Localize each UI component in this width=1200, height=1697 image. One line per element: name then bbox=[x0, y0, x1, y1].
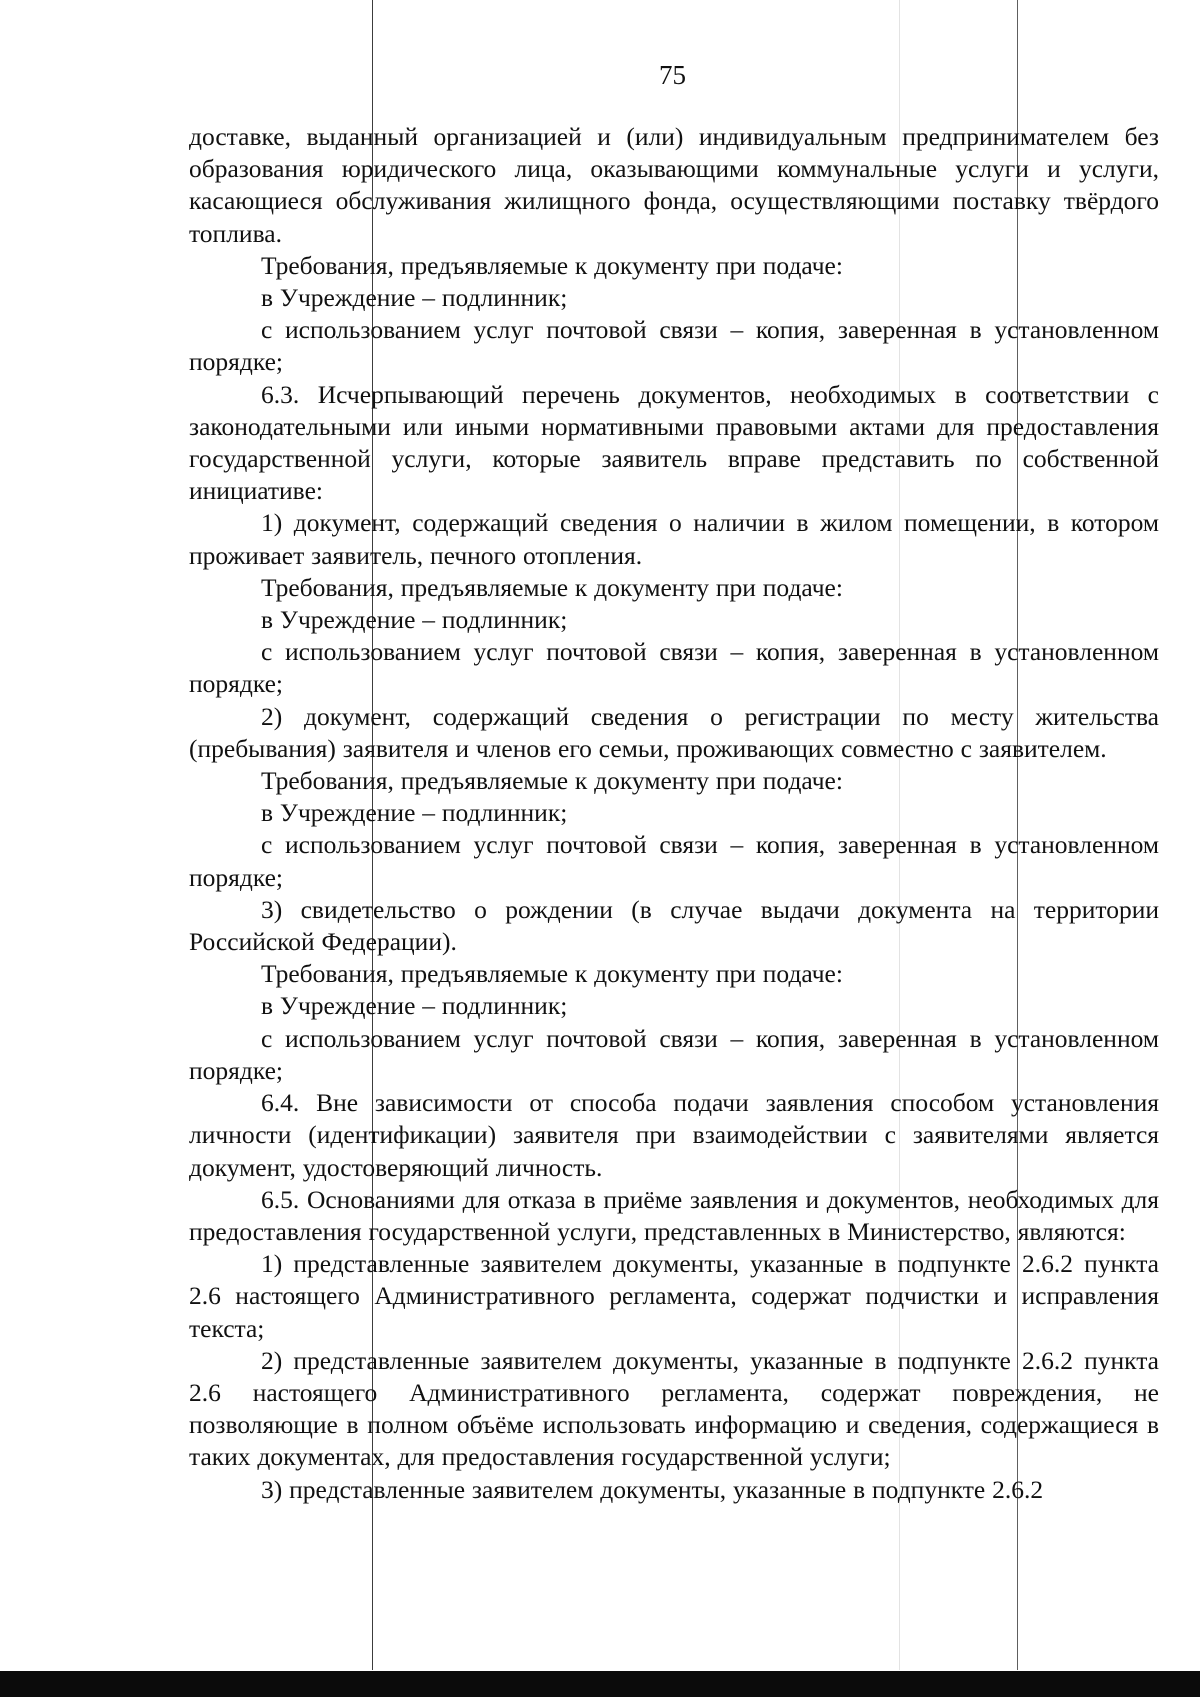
document-body bbox=[189, 121, 1159, 1506]
paragraph: 2) документ, содержащий сведения о регистрации по месту жительства (пребывания) заявителя и членов его семьи, проживающих совместно с заявителем. bbox=[189, 701, 1159, 763]
paragraph: Требования, предъявляемые к документу при подаче: bbox=[261, 572, 843, 602]
paragraph: Требования, предъявляемые к документу при подаче: bbox=[261, 766, 843, 796]
paragraph: 1) документ, содержащий сведения о наличии в жилом помещении, в котором проживает заявитель, печного отопления. bbox=[189, 508, 1159, 570]
paragraph: с использованием услуг почтовой связи – копия, заверенная в установленном порядке; bbox=[189, 1023, 1159, 1085]
paragraph: в Учреждение – подлинник; bbox=[261, 991, 568, 1021]
paragraph: с использованием услуг почтовой связи – копия, заверенная в установленном порядке; bbox=[189, 830, 1159, 892]
page-number: 75 bbox=[659, 60, 686, 90]
paragraph: доставке, выданный организацией и (или) индивидуальным предпринимателем без образования юридического лица, оказывающими коммунальные услуги и услуги, касающиеся обслуживания жилищного фонда, осуществляющими поставку твёрдого топлива. bbox=[189, 122, 1159, 248]
paragraph: с использованием услуг почтовой связи – копия, заверенная в установленном порядке; bbox=[189, 315, 1159, 377]
paragraph: 6.4. Вне зависимости от способа подачи заявления способом установления личности (идентификации) заявителя при взаимодействии с заявителями является документ, удостоверяющий личность. bbox=[189, 1088, 1159, 1182]
paragraph: в Учреждение – подлинник; bbox=[261, 798, 568, 828]
paragraph: Требования, предъявляемые к документу при подаче: bbox=[261, 250, 843, 280]
paragraph: 2) представленные заявителем документы, указанные в подпункте 2.6.2 пункта 2.6 настоящего Административного регламента, содержат повреждения, не позволяющие в полном объёме использовать информацию и сведения, содержащиеся в таких документах, для предоставления государственной услуги; bbox=[189, 1345, 1159, 1472]
paragraph: в Учреждение – подлинник; bbox=[261, 283, 568, 313]
paragraph: с использованием услуг почтовой связи – копия, заверенная в установленном порядке; bbox=[189, 637, 1159, 699]
paragraph: 6.5. Основаниями для отказа в приёме заявления и документов, необходимых для предоставления государственной услуги, представленных в Министерство, являются: bbox=[189, 1184, 1159, 1246]
paragraph: Требования, предъявляемые к документу при подаче: bbox=[261, 959, 843, 989]
paragraph: 1) представленные заявителем документы, указанные в подпункте 2.6.2 пункта 2.6 настоящего Административного регламента, содержат подчистки и исправления текста; bbox=[189, 1249, 1159, 1343]
paragraph: 6.3. Исчерпывающий перечень документов, необходимых в соответствии с законодательными или иными нормативными правовыми актами для предоставления государственной услуги, которые заявитель вправе представить по собственной инициативе: bbox=[189, 379, 1159, 506]
paragraph: 3) представленные заявителем документы, указанные в подпункте 2.6.2 bbox=[261, 1474, 1044, 1504]
paragraph: в Учреждение – подлинник; bbox=[261, 605, 568, 635]
paragraph: 3) свидетельство о рождении (в случае выдачи документа на территории Российской Федерации). bbox=[189, 894, 1159, 957]
scan-bottom-edge bbox=[0, 1671, 1200, 1697]
